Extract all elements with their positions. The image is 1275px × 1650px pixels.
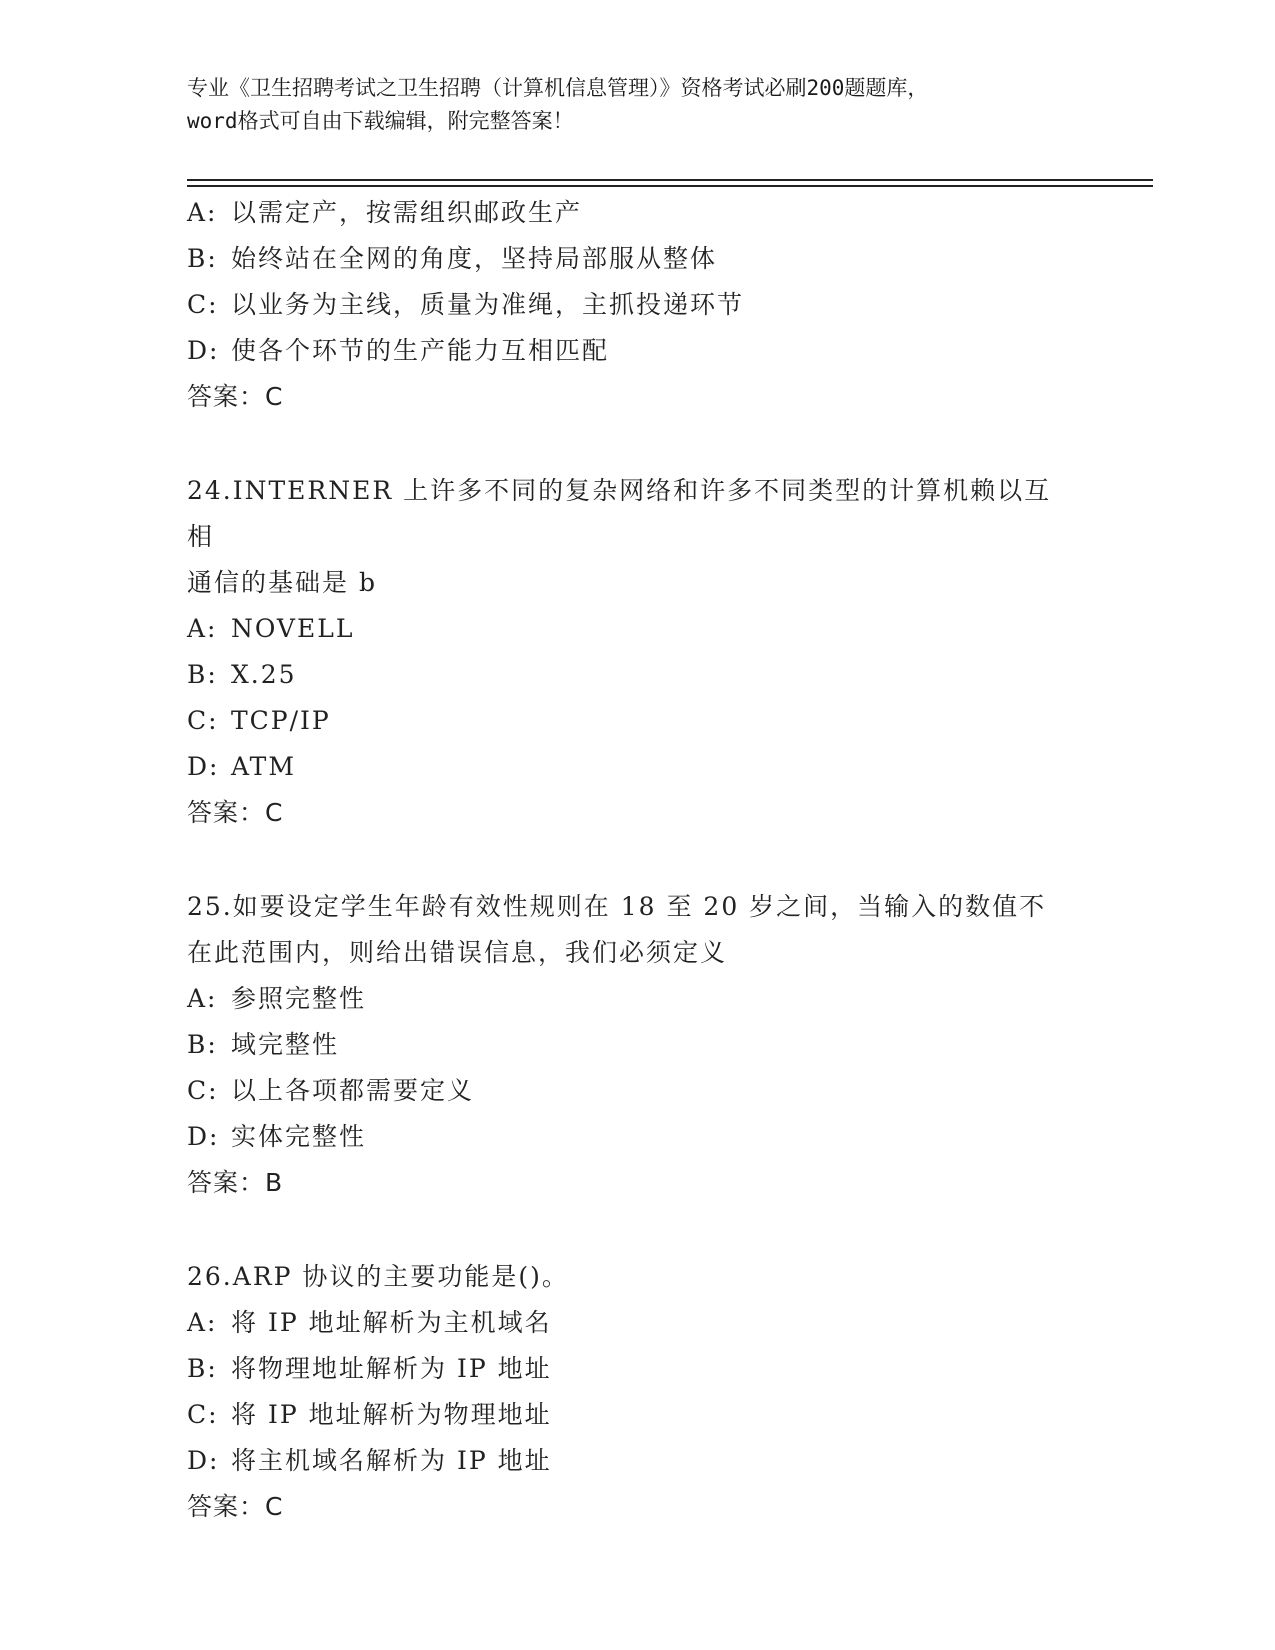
question-block-continued: [187, 190, 1087, 420]
question-text-line-1: 25.如要设定学生年龄有效性规则在 18 至 20 岁之间，当输入的数值不: [187, 892, 1047, 921]
option-a: A: NOVELL: [187, 614, 355, 643]
option-a: A: 以需定产，按需组织邮政生产: [187, 198, 583, 227]
option-c: C: 以上各项都需要定义: [187, 1076, 475, 1105]
question-text-line-2: 通信的基础是 b: [187, 568, 377, 597]
document-body: [187, 190, 1087, 1530]
header-line-2: word格式可自由下载编辑，附完整答案！: [187, 109, 574, 133]
question-text: [187, 1254, 1067, 1300]
answer-line: 答案：C: [187, 798, 284, 827]
question-25: [187, 884, 1087, 1206]
question-text-line-2: 在此范围内，则给出错误信息，我们必须定义: [187, 938, 728, 967]
option-d: D: 将主机域名解析为 IP 地址: [187, 1446, 552, 1475]
answer-line: 答案：C: [187, 1492, 284, 1521]
answer-line: 答案：B: [187, 1168, 284, 1197]
option-b: B: 域完整性: [187, 1030, 340, 1059]
header-rule-top: [187, 179, 1153, 181]
option-c: C: 将 IP 地址解析为物理地址: [187, 1400, 552, 1429]
option-d: D: 实体完整性: [187, 1122, 367, 1151]
option-a: A: 参照完整性: [187, 984, 367, 1013]
question-24: [187, 468, 1087, 836]
question-text-line-1: 26.ARP 协议的主要功能是()。: [187, 1262, 569, 1291]
header-rule-bottom: [187, 185, 1153, 187]
option-b: B: 将物理地址解析为 IP 地址: [187, 1354, 552, 1383]
question-text: [187, 884, 1067, 976]
question-text-line-1: 24.INTERNER 上许多不同的复杂网络和许多不同类型的计算机赖以互相: [187, 476, 1052, 551]
header-line-1: 专业《卫生招聘考试之卫生招聘（计算机信息管理）》资格考试必刷200题题库，: [187, 76, 929, 100]
option-a: A: 将 IP 地址解析为主机域名: [187, 1308, 552, 1337]
document-header: [187, 72, 1087, 138]
option-d: D: 使各个环节的生产能力互相匹配: [187, 336, 610, 365]
option-c: C: TCP/IP: [187, 706, 331, 735]
answer-line: 答案：C: [187, 382, 284, 411]
option-b: B: 始终站在全网的角度，坚持局部服从整体: [187, 244, 718, 273]
question-text: [187, 468, 1067, 606]
option-d: D: ATM: [187, 752, 296, 781]
question-26: [187, 1254, 1087, 1530]
option-c: C: 以业务为主线，质量为准绳，主抓投递环节: [187, 290, 745, 319]
option-b: B: X.25: [187, 660, 297, 689]
